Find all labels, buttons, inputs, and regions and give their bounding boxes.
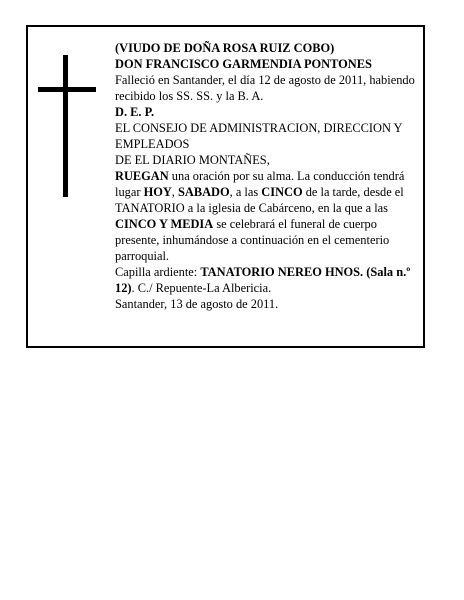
chapel-address: . C./ Repuente-La Albericia.: [131, 281, 272, 295]
widower-line: (VIUDO DE DOÑA ROSA RUIZ COBO): [115, 41, 335, 55]
cross-vertical-bar: [63, 55, 68, 197]
cinco-word: CINCO: [261, 185, 303, 199]
notice-text: [115, 40, 420, 312]
obituary-notice: [26, 25, 425, 348]
request-text-3: , a las: [229, 185, 262, 199]
request-paragraph: [115, 168, 420, 264]
deceased-name: DON FRANCISCO GARMENDIA PONTONES: [115, 57, 372, 71]
council-line-1: EL CONSEJO DE ADMINISTRACION, DIRECCION Y EMPLEADOS: [115, 121, 403, 151]
hoy-word: HOY: [143, 185, 172, 199]
cross-horizontal-bar: [38, 87, 96, 92]
request-text-5: se celebrará el funeral de cuerpo presente, inhumándose a continuación en el cementerio parroquial.: [115, 217, 390, 263]
request-text-4: de la tarde, desde el TANATORIO a la iglesia de Cabárceno, en la que a las: [115, 185, 404, 215]
death-notice: Falleció en Santander, el día 12 de agosto de 2011, habiendo recibido los SS. SS. y la B. A.: [115, 73, 415, 103]
request-text-1: una oración por su alma. La conducción tendrá lugar: [115, 169, 405, 199]
chapel-paragraph: [115, 264, 420, 296]
chapel-name: TANATORIO NEREO HNOS.: [200, 265, 364, 279]
dep-line: D. E. P.: [115, 105, 155, 119]
chapel-sala: (Sala n.º 12): [115, 265, 411, 295]
ruegan-word: RUEGAN: [115, 169, 169, 183]
request-text-2: ,: [171, 185, 178, 199]
cross-icon: [38, 55, 96, 197]
dateline: Santander, 13 de agosto de 2011.: [115, 297, 279, 311]
cinco-media-word: CINCO Y MEDIA: [115, 217, 214, 231]
chapel-label: Capilla ardiente:: [115, 265, 201, 279]
sabado-word: SABADO: [178, 185, 230, 199]
council-line-2: DE EL DIARIO MONTAÑES,: [115, 153, 270, 167]
